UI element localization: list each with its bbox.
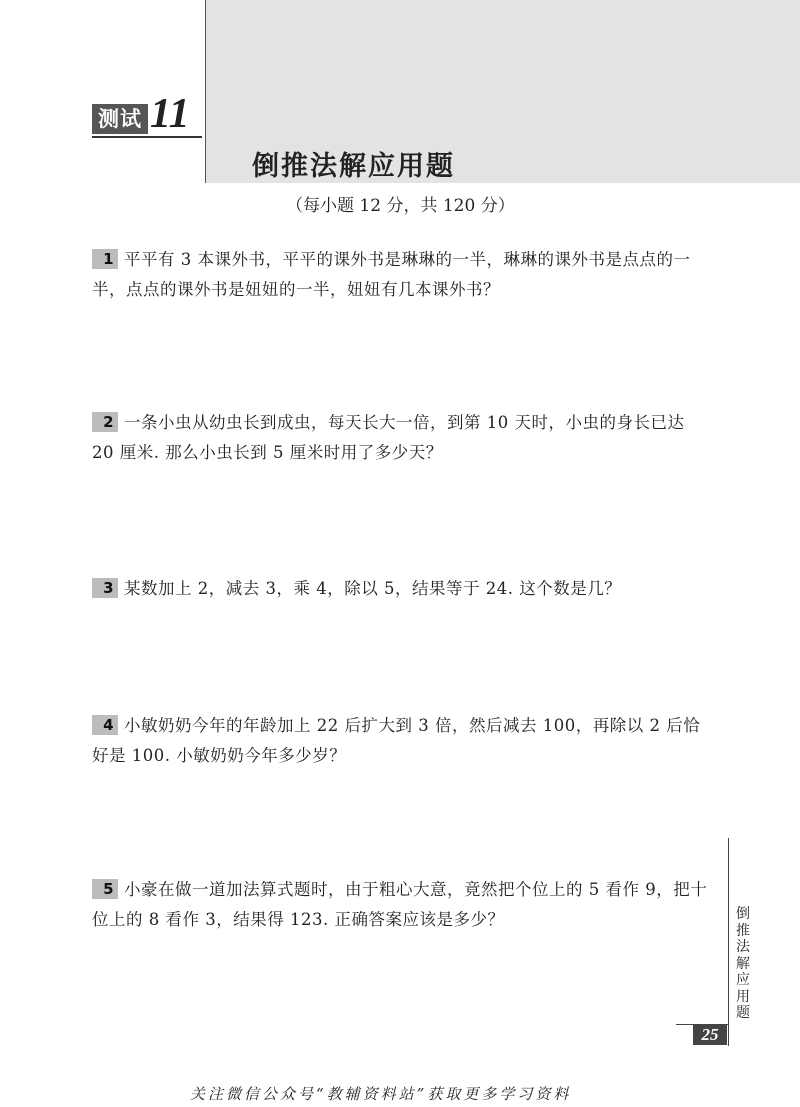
test-tag bbox=[92, 91, 202, 138]
page-subtitle: （每小题 12 分，共 120 分） bbox=[286, 196, 515, 216]
question-number-badge: 3 bbox=[92, 578, 118, 598]
page-number: 25 bbox=[693, 1025, 727, 1045]
question-number-badge: 4 bbox=[92, 715, 118, 735]
test-tag-label: 测试 bbox=[92, 104, 148, 134]
question-number-badge: 1 bbox=[92, 249, 118, 269]
test-tag-number: 11 bbox=[150, 91, 190, 137]
footer-watermark: 关注微信公众号“教辅资料站”获取更多学习资料 bbox=[190, 1085, 572, 1103]
question-text: 一条小虫从幼虫长到成虫，每天长大一倍，到第 10 天时，小虫的身长已达 20 厘米. 那么小虫长到 5 厘米时用了多少天？ bbox=[92, 413, 685, 462]
question-text: 平平有 3 本课外书，平平的课外书是琳琳的一半，琳琳的课外书是点点的一半，点点的课外书是妞妞的一半，妞妞有几本课外书？ bbox=[92, 250, 691, 299]
page-title: 倒推法解应用题 bbox=[252, 151, 455, 182]
question-5 bbox=[92, 875, 712, 935]
question-text: 小敏奶奶今年的年龄加上 22 后扩大到 3 倍，然后减去 100，再除以 2 后恰好是 100. 小敏奶奶今年多少岁？ bbox=[92, 716, 701, 765]
question-1 bbox=[92, 245, 712, 305]
question-text: 某数加上 2，减去 3，乘 4，除以 5，结果等于 24. 这个数是几？ bbox=[124, 579, 622, 598]
question-3 bbox=[92, 574, 712, 604]
question-text: 小豪在做一道加法算式题时，由于粗心大意，竟然把个位上的 5 看作 9，把十位上的 8 看作 3，结果得 123. 正确答案应该是多少？ bbox=[92, 880, 708, 929]
question-4 bbox=[92, 711, 712, 771]
sidebar-divider bbox=[728, 838, 729, 1046]
question-number-badge: 5 bbox=[92, 879, 118, 899]
sidebar-chapter-label: 倒推法解应用题 bbox=[736, 906, 750, 1021]
question-number-badge: 2 bbox=[92, 412, 118, 432]
question-2 bbox=[92, 408, 712, 468]
